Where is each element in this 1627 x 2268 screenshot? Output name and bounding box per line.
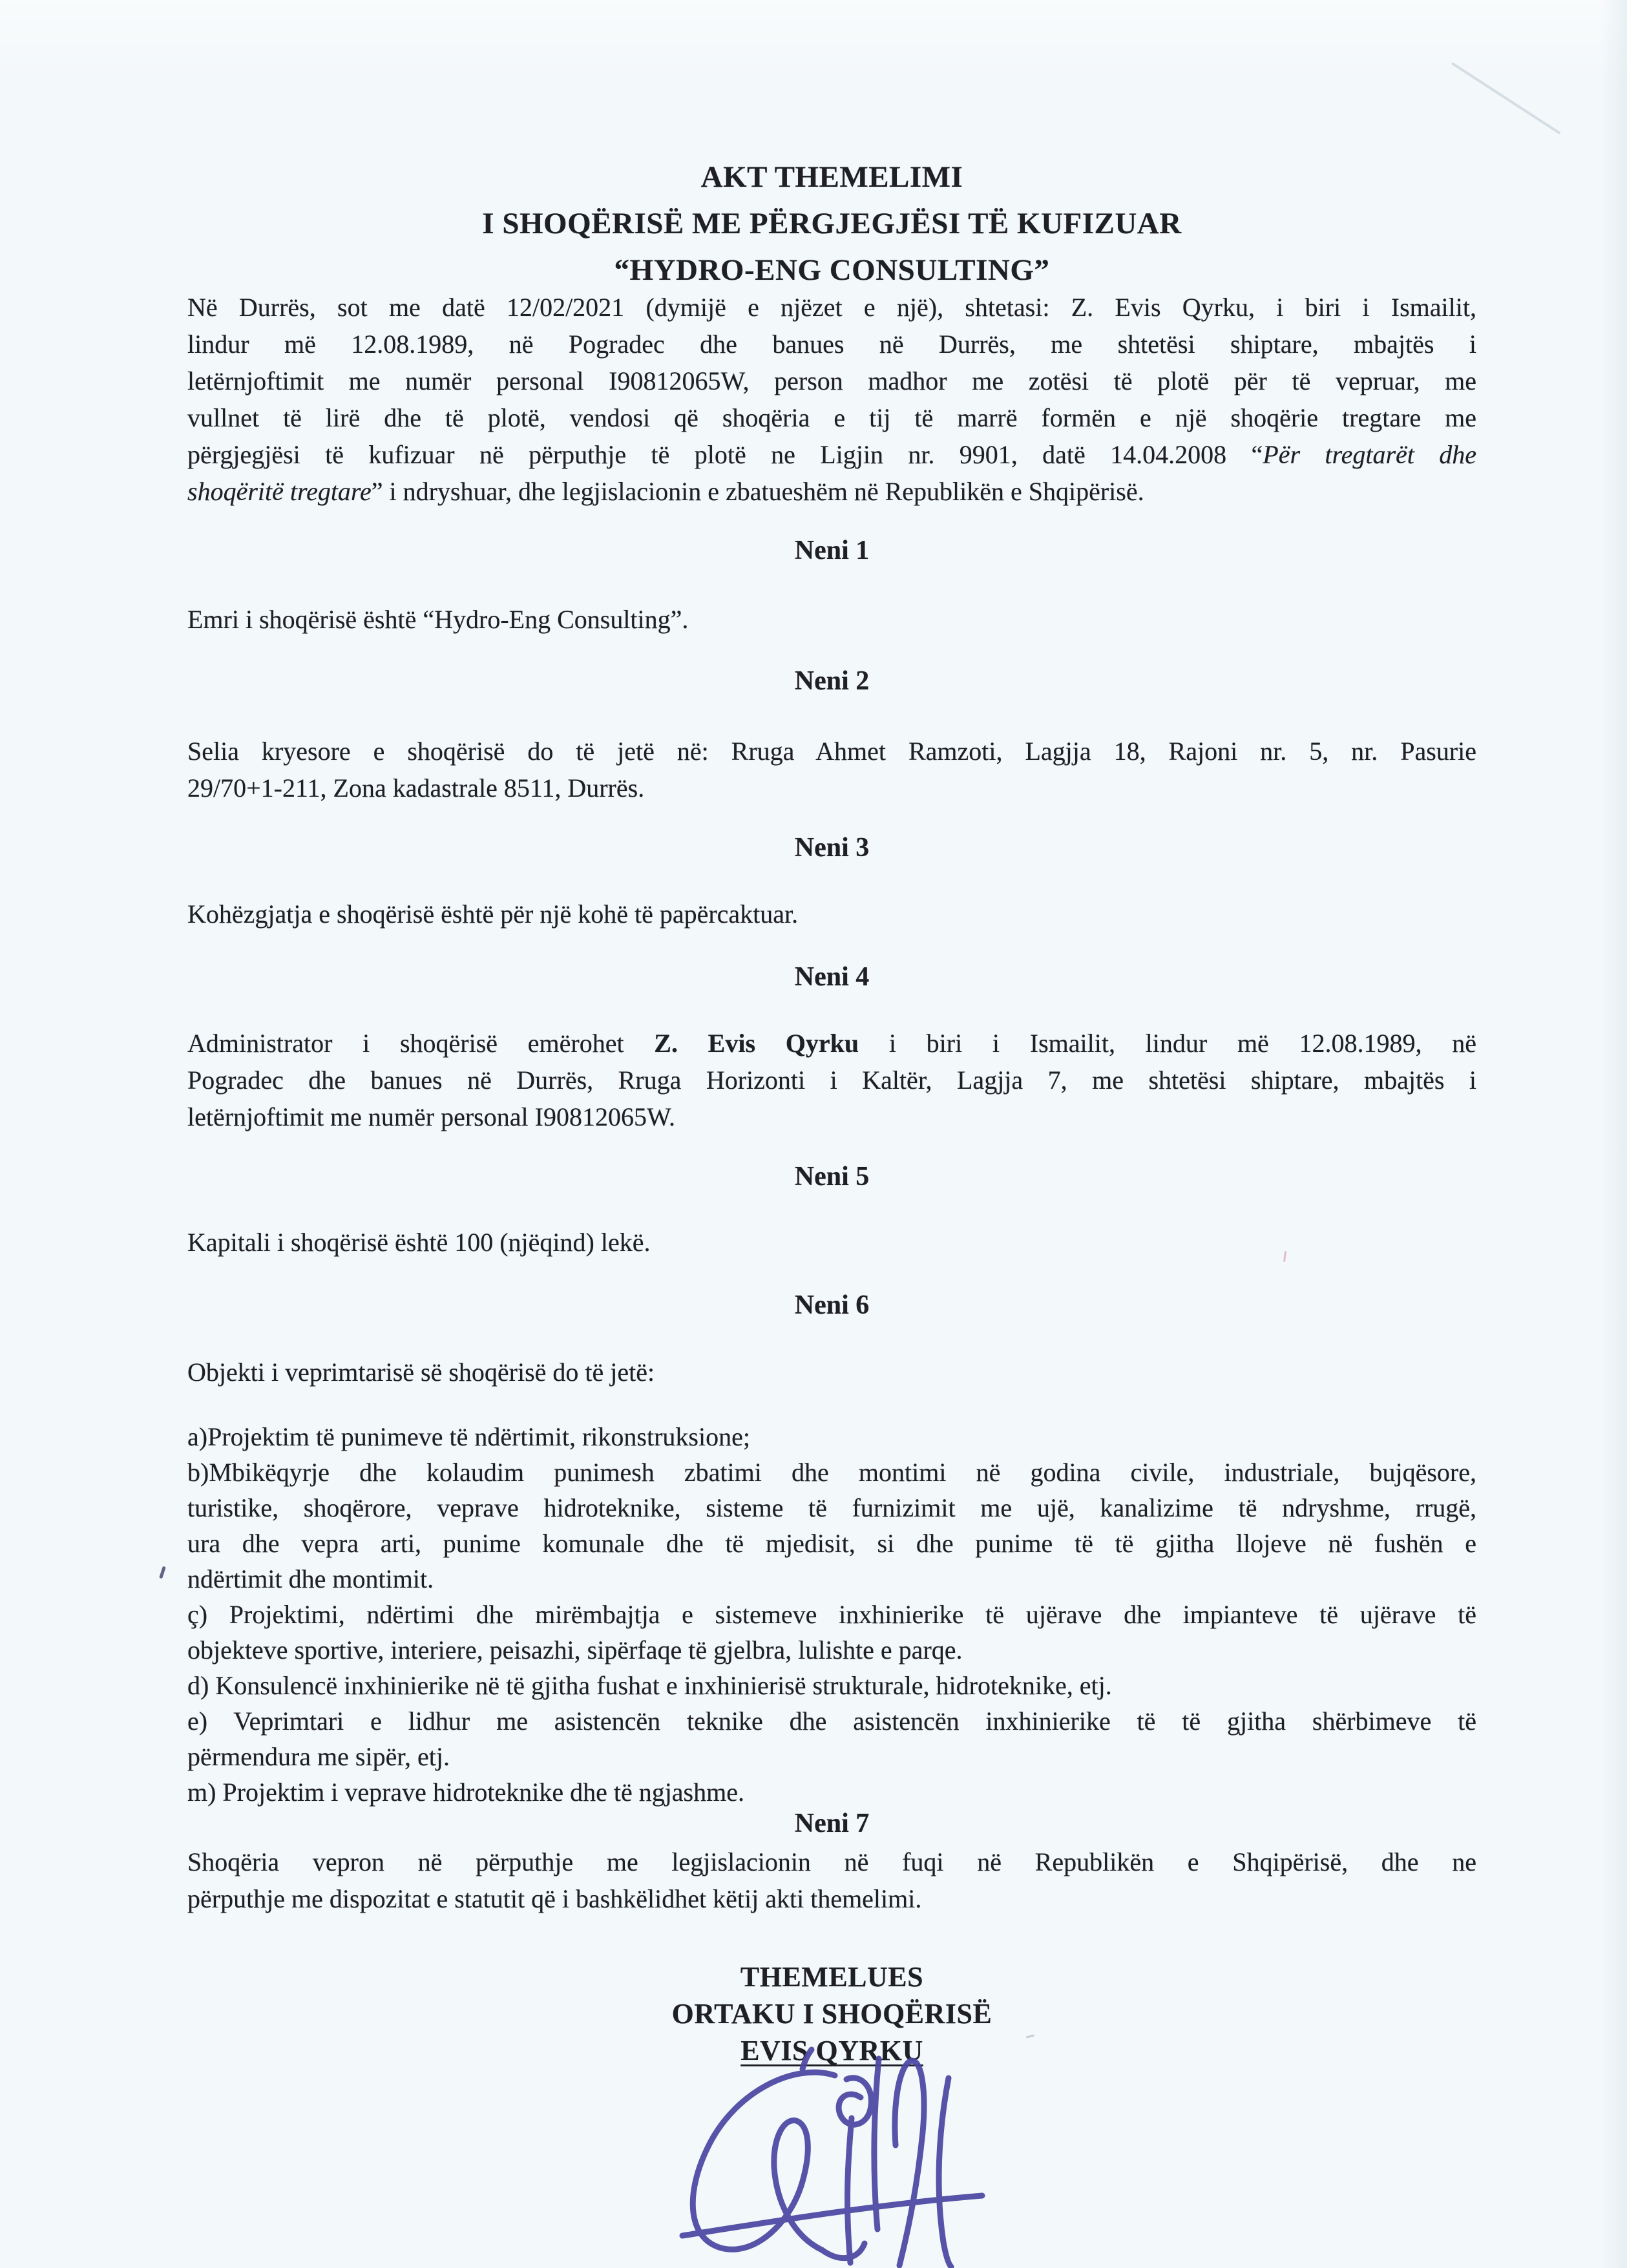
article-neni-3-body — [187, 896, 1476, 932]
intro-line-5-plain: përgjegjësi të kufizuar në përputhje të plotë ne Ligjin nr. 9901, datë 14.04.2008 “ — [187, 440, 1263, 469]
article-line — [187, 1025, 1476, 1062]
neni6-item-line: b)Mbikëqyrje dhe kolaudim punimesh zbatimi dhe montimi në godina civile, industriale, bujqësore, — [187, 1458, 1476, 1487]
neni6-item-line: m) Projektim i veprave hidroteknike dhe të ngjashme. — [187, 1778, 744, 1807]
article-line: Kohëzgjatja e shoqërisë është për një kohë të papërcaktuar. — [187, 899, 799, 929]
intro-line — [187, 436, 1476, 473]
article-line: përputhje me dispozitat e statutit që i bashkëlidhet këtij akti themelimi. — [187, 1884, 922, 1913]
article-neni-6-intro — [187, 1354, 1476, 1391]
intro-line-6-plain: ” i ndryshuar, dhe legjislacionin e zbatueshëm në Republikën e Shqipërisë. — [371, 477, 1144, 506]
intro-line: vullnet të lirë dhe të plotë, vendosi që shoqëria e tij të marrë formën e një shoqërie tregtare me — [187, 403, 1476, 432]
margin-pen-tick — [159, 1566, 166, 1579]
article-neni-2-body — [187, 733, 1476, 806]
article-line: Pogradec dhe banues në Durrës, Rruga Horizonti i Kaltër, Lagjja 7, me shtetësi shiptare, mbajtës i — [187, 1066, 1476, 1095]
neni4-line-1-post: i biri i Ismailit, lindur më 12.08.1989, në — [859, 1029, 1476, 1058]
article-heading-neni-6: Neni 6 — [794, 1290, 870, 1320]
article-neni-5-body — [187, 1224, 1476, 1261]
article-line: Emri i shoqërisë është “Hydro-Eng Consulting”. — [187, 605, 689, 634]
article-line: letërnjoftimit me numër personal I90812065W. — [187, 1102, 676, 1131]
article-heading-neni-7: Neni 7 — [794, 1809, 870, 1838]
neni6-item-line: përmendura me sipër, etj. — [187, 1742, 450, 1771]
article-heading-neni-4: Neni 4 — [794, 962, 870, 992]
intro-line: lindur më 12.08.1989, në Pogradec dhe banues në Durrës, me shtetësi shiptare, mbajtës i — [187, 330, 1476, 359]
article-line: Objekti i veprimtarisë së shoqërisë do të jetë: — [187, 1358, 655, 1387]
scan-crease-mark — [1451, 62, 1561, 134]
article-neni-1-body — [187, 601, 1476, 638]
founder-role: ORTAKU I SHOQËRISË — [671, 1998, 992, 2030]
article-line: 29/70+1-211, Zona kadastrale 8511, Durrës. — [187, 773, 645, 803]
neni6-item-line: ndërtimit dhe montimit. — [187, 1564, 434, 1593]
neni4-line-1-pre: Administrator i shoqërisë emërohet — [187, 1029, 655, 1058]
intro-line-6-italic: shoqëritë tregtare — [187, 477, 372, 506]
neni6-item-line: e) Veprimtari e lidhur me asistencën teknike dhe asistencën inxhinierike të të gjitha shërbimeve të — [187, 1706, 1476, 1736]
article-neni-4-body — [187, 1025, 1476, 1135]
article-neni-6-items — [187, 1419, 1476, 1810]
article-heading-neni-2: Neni 2 — [794, 666, 870, 696]
article-heading-neni-3: Neni 3 — [794, 833, 870, 863]
intro-line: Në Durrës, sot me datë 12/02/2021 (dymijë e njëzet e një), shtetasi: Z. Evis Qyrku, i biri i Ismailit, — [187, 293, 1476, 322]
neni6-item-line: ura dhe vepra arti, punime komunale dhe të mjedisit, si dhe punime të të gjitha llojeve në fushën e — [187, 1529, 1476, 1558]
title-line-1: AKT THEMELIMI — [700, 160, 963, 194]
signature-ink — [659, 2035, 1021, 2268]
article-line: Kapitali i shoqërisë është 100 (njëqind) lekë. — [187, 1228, 651, 1257]
article-heading-neni-1: Neni 1 — [794, 536, 870, 565]
neni6-item-line: objekteve sportive, interiere, peisazhi, sipërfaqe të gjelbra, lulishte e parqe. — [187, 1635, 963, 1664]
founder-title: THEMELUES — [740, 1961, 924, 1993]
intro-line — [187, 473, 1476, 510]
neni6-item-line: d) Konsulencë inxhinierike në të gjitha fushat e inxhinierisë strukturale, hidroteknike, etj. — [187, 1671, 1112, 1700]
title-line-2: I SHOQËRISË ME PËRGJEGJËSI TË KUFIZUAR — [482, 207, 1182, 240]
article-line: Shoqëria vepron në përputhje me legjislacionin në fuqi në Republikën e Shqipërisë, dhe ne — [187, 1847, 1476, 1876]
founder-name: EVIS QYRKU — [740, 2035, 923, 2066]
neni6-item-line: a)Projektim të punimeve të ndërtimit, rikonstruksione; — [187, 1422, 750, 1451]
article-neni-7-body — [187, 1843, 1476, 1917]
article-heading-neni-5: Neni 5 — [794, 1162, 870, 1192]
intro-line: letërnjoftimit me numër personal I90812065W, person madhor me zotësi të plotë për të vepruar, me — [187, 366, 1476, 395]
title-line-3: “HYDRO-ENG CONSULTING” — [614, 253, 1050, 287]
article-line: Selia kryesore e shoqërisë do të jetë në: Rruga Ahmet Ramzoti, Lagjja 18, Rajoni nr. 5, nr. Pasurie — [187, 737, 1476, 766]
neni6-item-line: turistike, shoqërore, veprave hidroteknike, sisteme të furnizimit me ujë, kanalizime të ndryshme, rrugë, — [187, 1493, 1476, 1522]
intro-paragraph — [187, 289, 1476, 510]
document-title — [187, 154, 1476, 293]
neni4-administrator-name: Z. Evis Qyrku — [654, 1029, 859, 1058]
neni6-item-line: ç) Projektimi, ndërtimi dhe mirëmbajtja e sistemeve inxhinierike të ujërave dhe impianteve të ujërave të — [187, 1600, 1476, 1629]
intro-line-5-italic: Për tregtarët dhe — [1263, 440, 1476, 469]
